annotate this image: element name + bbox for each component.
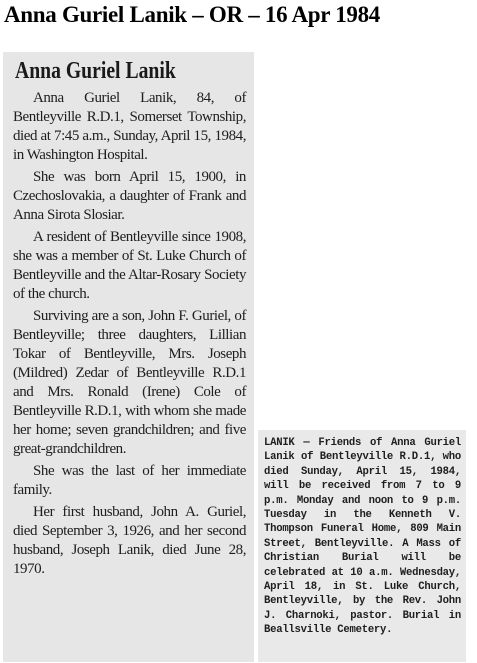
obituary-paragraph-5 <box>13 462 246 500</box>
page-heading: Anna Guriel Lanik – OR – 16 Apr 1984 <box>4 2 381 27</box>
funeral-notice-clipping <box>258 430 466 662</box>
obituary-paragraph-6 <box>13 503 246 579</box>
obituary-paragraph-text: She was born April 15, 1900, in Czechoslovakia, a daughter of Frank and Anna Sirota Slosiar. <box>13 169 246 223</box>
funeral-notice-text <box>264 436 461 638</box>
obituary-paragraph-text: Her first husband, John A. Guriel, died September 3, 1926, and her second husband, Joseph Lanik, died June 28, 1970. <box>13 504 246 577</box>
obituary-paragraph-text: Surviving are a son, John F. Guriel, of Bentleyville; three daughters, Lillian Tokar of Bentleyville, Mrs. Joseph (Mildred) Zedar of Bentleyville R.D.1 and Mrs. Ronald (Irene) Cole of Bentleyville R.D.1, with whom she made her home; seven grandchildren; and five great-grandchildren. <box>13 308 246 457</box>
obituary-paragraph-4 <box>13 307 246 459</box>
obituary-paragraph-text: A resident of Bentleyville since 1908, she was a member of St. Luke Church of Bentleyville and the Altar-Rosary Society of the church. <box>13 229 246 302</box>
obituary-paragraph-3 <box>13 228 246 304</box>
obituary-paragraph-text: She was the last of her immediate family. <box>13 463 246 498</box>
obituary-clipping <box>3 52 254 662</box>
obituary-paragraph-2 <box>13 168 246 225</box>
funeral-notice-body: — Friends of Anna Guriel Lanik of Bentleyville R.D.1, who died Sunday, April 15, 1984, will be received from 7 to 9 p.m. Monday and noon to 9 p.m. Tuesday in the Kenneth V. Thompson Funeral Home, 809 Main Street, Bentleyville. A Mass of Christian Burial will be celebrated at 10 a.m. Wednesday, April 18, in St. Luke Church, Bentleyville, by the Rev. John J. Charnoki, pastor. Burial in Beallsville Cemetery. <box>264 437 461 637</box>
obituary-paragraph-text: Anna Guriel Lanik, 84, of Bentleyville R.D.1, Somerset Township, died at 7:45 a.m., Sunday, April 15, 1984, in Washington Hospital. <box>13 90 246 163</box>
funeral-notice-name: LANIK <box>264 437 295 449</box>
obituary-paragraph-1 <box>13 89 246 165</box>
obituary-title: Anna Guriel Lanik <box>15 58 176 84</box>
